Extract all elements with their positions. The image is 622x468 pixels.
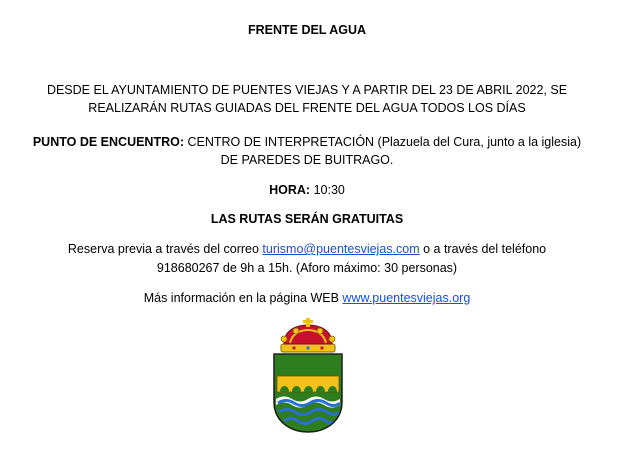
municipal-coat-of-arms: [270, 317, 346, 435]
document-title: FRENTE DEL AGUA: [247, 23, 367, 37]
meeting-point-line-1: [0, 133, 614, 151]
free-routes-notice: LAS RUTAS SERÁN GRATUITAS: [210, 212, 404, 226]
more-info-line: [0, 289, 614, 307]
crown-icon: [281, 318, 335, 352]
meeting-point-label: PUNTO DE ENCUENTRO:: [32, 135, 185, 149]
intro-line-1: DESDE EL AYUNTAMIENTO DE PUENTES VIEJAS Y A PARTIR DEL 23 DE ABRIL 2022, SE: [46, 83, 568, 97]
booking-line-1: [0, 240, 614, 258]
booking-text-before-email: Reserva previa a través del correo: [67, 242, 263, 256]
booking-line-2: 918680267 de 9h a 15h. (Aforo máximo: 30 personas): [156, 261, 458, 275]
booking-text-after-email: o a través del teléfono: [419, 242, 547, 256]
website-link[interactable]: www.puentesviejas.org: [342, 291, 471, 305]
shield-icon: [274, 354, 342, 432]
more-info-text: Más información en la página WEB: [143, 291, 343, 305]
meeting-point-text: CENTRO DE INTERPRETACIÓN (Plazuela del Cura, junto a la iglesia): [184, 135, 582, 149]
time-label: HORA:: [269, 183, 311, 197]
meeting-point-line-2: DE PAREDES DE BUITRAGO.: [220, 153, 394, 167]
email-link[interactable]: turismo@puentesviejas.com: [262, 242, 420, 256]
time-value: 10:30: [310, 183, 345, 197]
time-line: [0, 181, 614, 199]
intro-line-2: REALIZARÁN RUTAS GUIADAS DEL FRENTE DEL AGUA TODOS LOS DÍAS: [88, 101, 526, 115]
